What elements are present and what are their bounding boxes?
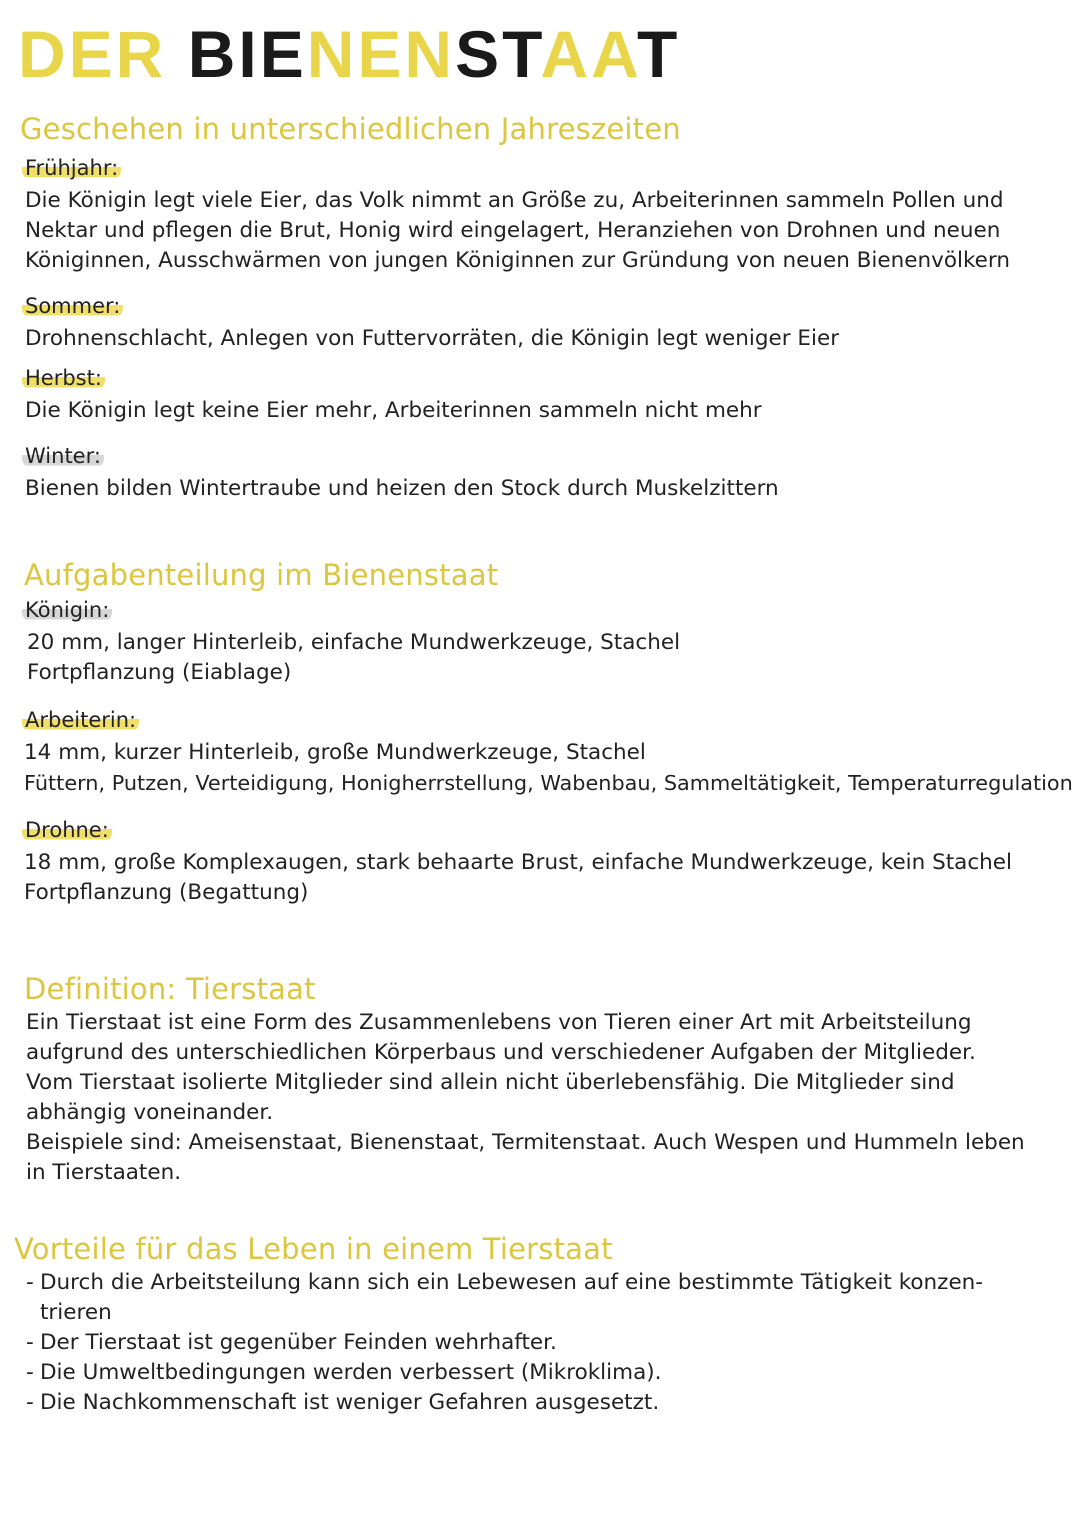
- winter-label: Winter:: [22, 444, 104, 468]
- queen-label: Königin:: [22, 598, 112, 622]
- definition-text: Ein Tierstaat ist eine Form des Zusammenlebens von Tieren einer Art mit Arbeitsteilung aufgrund des unterschiedlichen Körperbaus und verschiedener Aufgaben der Mitglieder. Vom Tierstaat isolierte Mitglieder sind allein nicht überlebensfähig. Die Mitglieder sind abhängig voneinander. Beispiele sind: Ameisenstaat, Bienenstaat, Termitenstaat. Auch Wespen und Hummeln leben in Tierstaaten.: [26, 1010, 1025, 1185]
- page-title: DER BIENENSTAAT: [18, 17, 681, 91]
- list-item: - Die Umweltbedingungen werden verbessert (Mikroklima).: [26, 1360, 662, 1385]
- drone-label: Drohne:: [22, 818, 112, 842]
- summer-label: Sommer:: [22, 294, 123, 318]
- spring-text: Die Königin legt viele Eier, das Volk nimmt an Größe zu, Arbeiterinnen sammeln Pollen und Nektar und pflegen die Brut, Honig wird eingelagert, Heranziehen von Drohnen und neuen Königinnen, Ausschwärmen von jungen Königinnen zur Gründung von neuen Bienenvölkern: [25, 188, 1010, 273]
- definition-heading: Definition: Tierstaat: [24, 972, 316, 1006]
- worker-label: Arbeiterin:: [22, 708, 139, 732]
- list-item: - Durch die Arbeitsteilung kann sich ein Lebewesen auf eine bestimmte Tätigkeit konzen- trieren: [26, 1270, 984, 1325]
- advantages-heading: Vorteile für das Leben in einem Tierstaat: [14, 1232, 613, 1266]
- winter-text: Bienen bilden Wintertraube und heizen den Stock durch Muskelzittern: [25, 476, 779, 501]
- worker-text: 14 mm, kurzer Hinterleib, große Mundwerkzeuge, Stachel Füttern, Putzen, Verteidigung, Honigherrstellung, Wabenbau, Sammeltätigkeit, Temperaturregulation: [24, 740, 1073, 795]
- drone-text: 18 mm, große Komplexaugen, stark behaarte Brust, einfache Mundwerkzeuge, kein Stachel Fortpflanzung (Begattung): [24, 850, 1013, 905]
- seasons-heading: Geschehen in unterschiedlichen Jahreszeiten: [20, 112, 681, 146]
- spring-label: Frühjahr:: [22, 156, 121, 180]
- advantages-list: [26, 1268, 983, 1418]
- roles-heading: Aufgabenteilung im Bienenstaat: [24, 558, 499, 592]
- summer-text: Drohnenschlacht, Anlegen von Futtervorräten, die Königin legt weniger Eier: [25, 326, 840, 351]
- queen-text: 20 mm, langer Hinterleib, einfache Mundwerkzeuge, Stachel Fortpflanzung (Eiablage): [27, 630, 681, 685]
- list-item: - Der Tierstaat ist gegenüber Feinden wehrhafter.: [26, 1330, 557, 1355]
- autumn-label: Herbst:: [22, 366, 105, 390]
- autumn-text: Die Königin legt keine Eier mehr, Arbeiterinnen sammeln nicht mehr: [25, 398, 762, 423]
- list-item: - Die Nachkommenschaft ist weniger Gefahren ausgesetzt.: [26, 1390, 660, 1415]
